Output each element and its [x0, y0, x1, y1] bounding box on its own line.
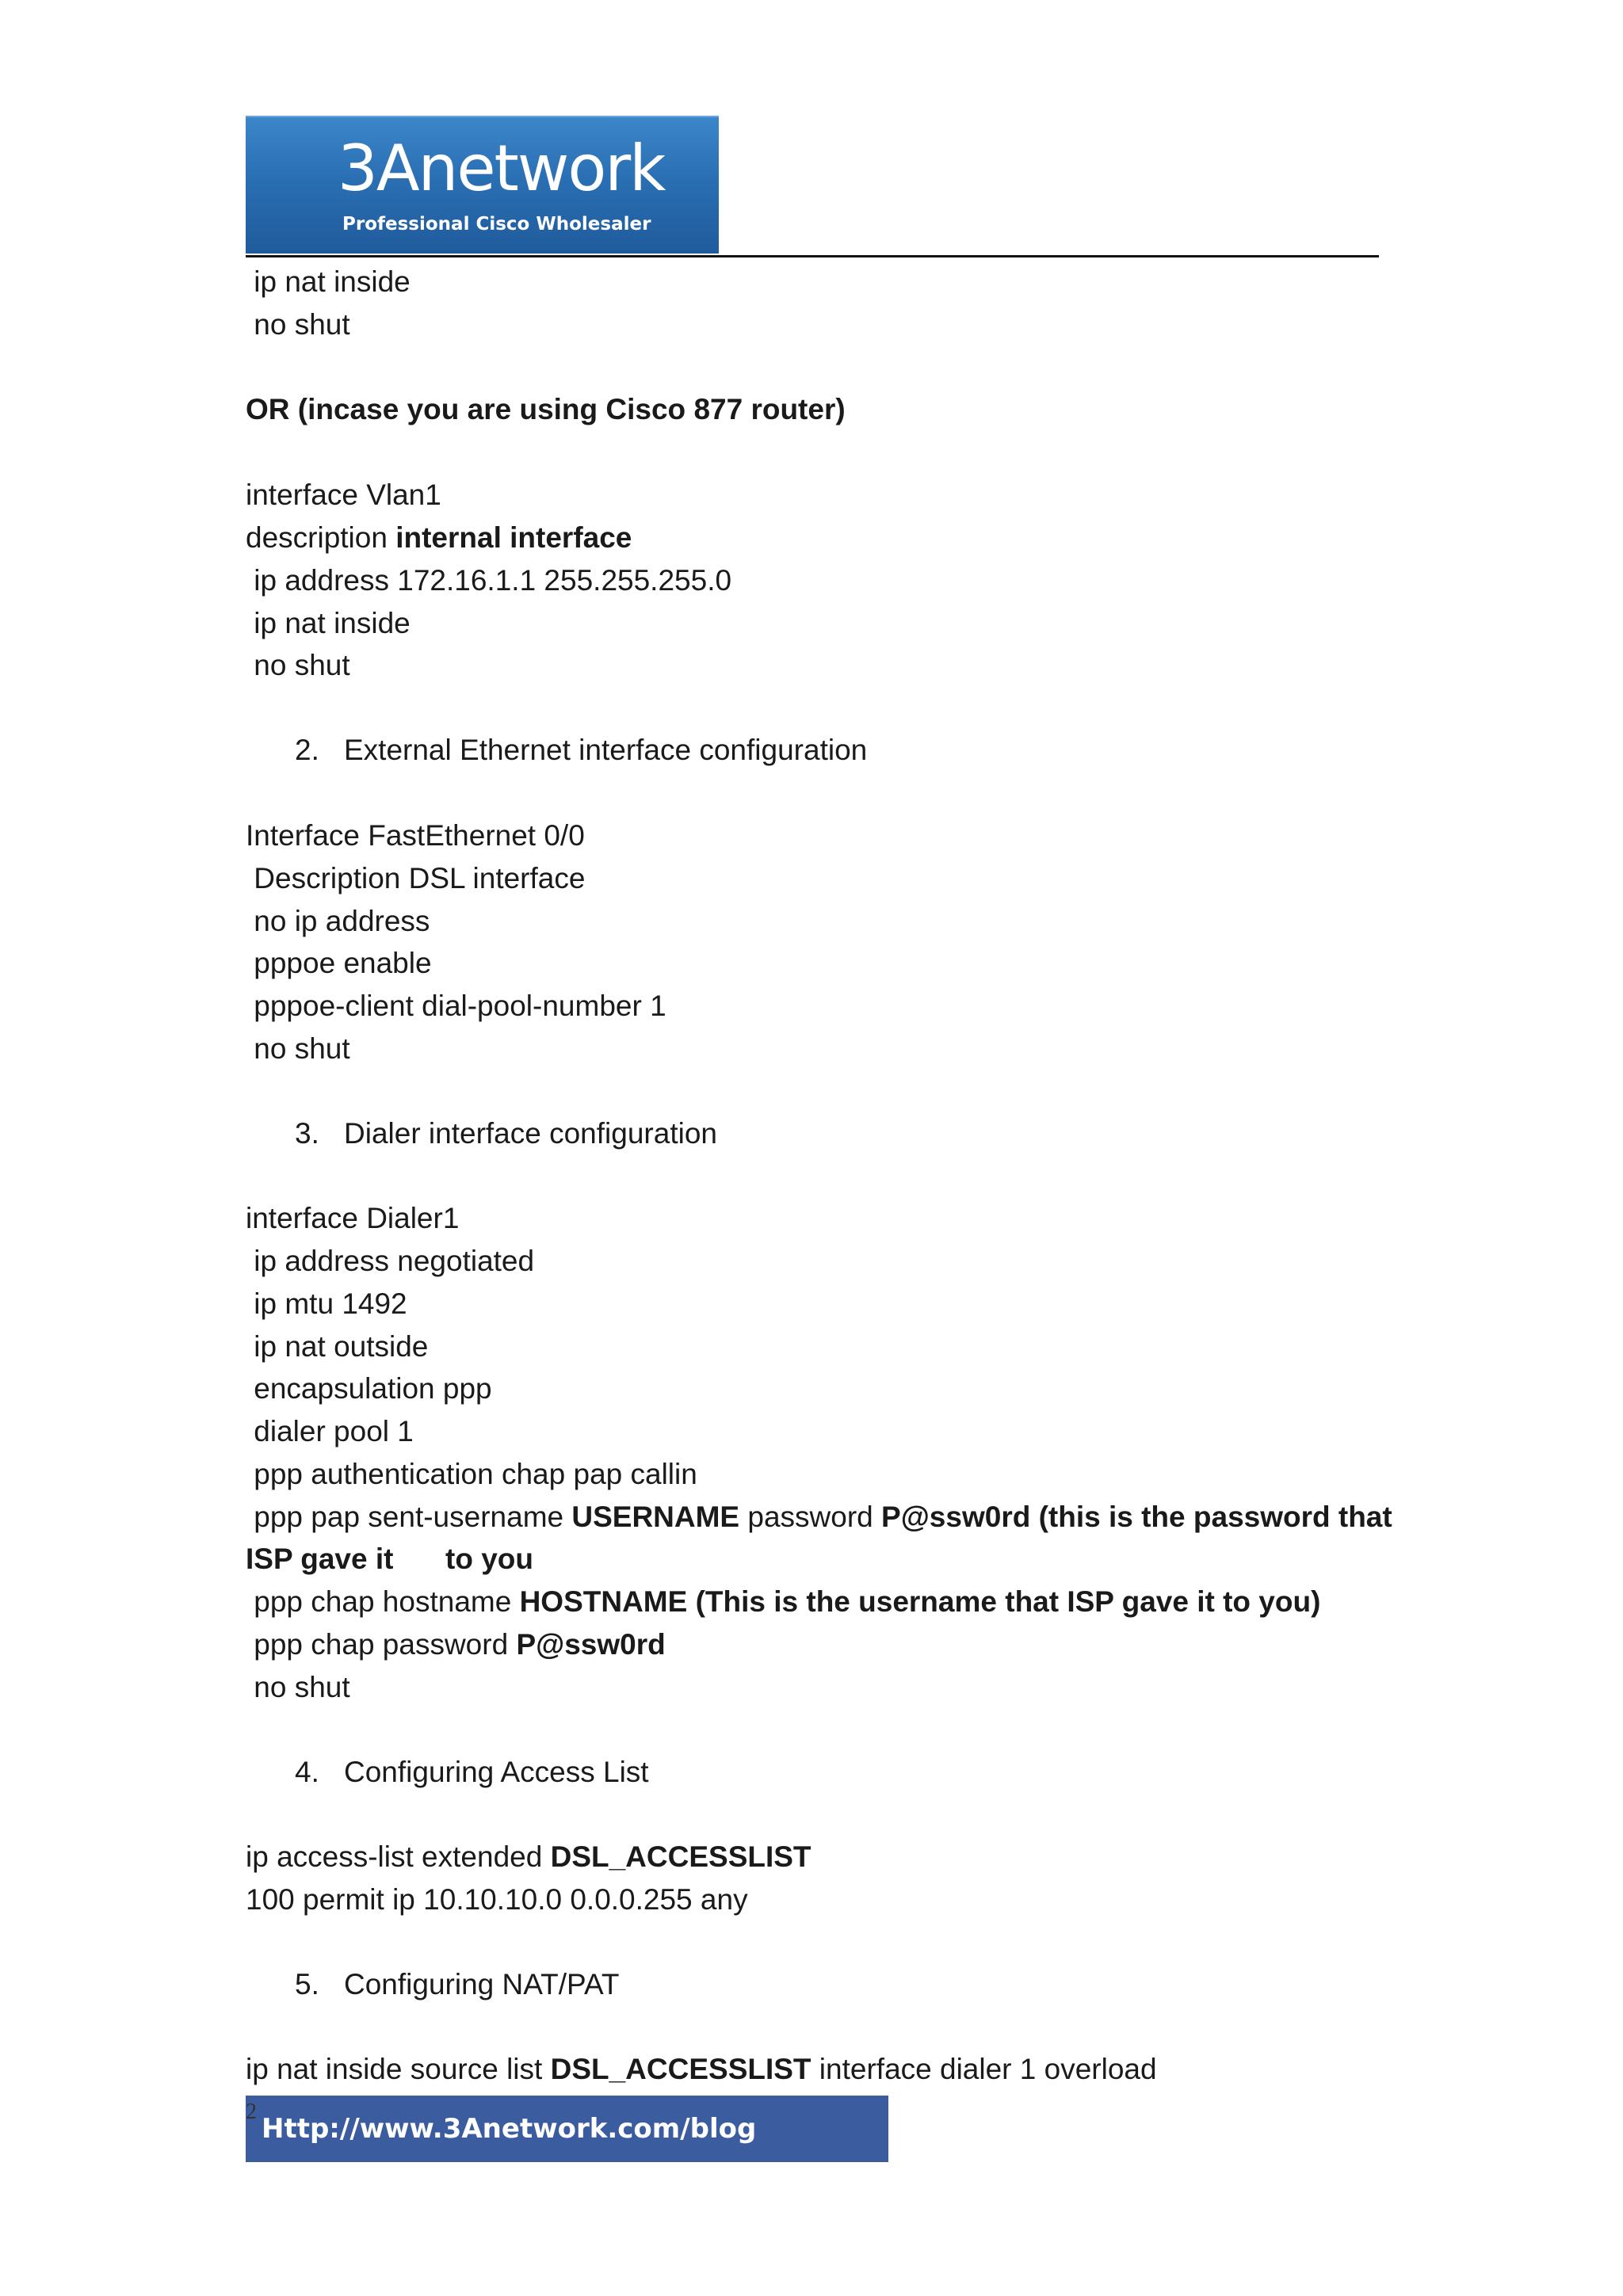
bold-text: P@ssw0rd	[516, 1628, 666, 1661]
config-line: ip mtu 1492	[246, 1287, 407, 1320]
config-line: dialer pool 1	[246, 1415, 414, 1447]
text: interface dialer 1 overload	[811, 2053, 1157, 2085]
text: password	[739, 1501, 882, 1533]
bold-text: P@ssw0rd (this is the password that	[881, 1501, 1392, 1533]
section-title: External Ethernet interface configuration	[344, 734, 868, 766]
text: ppp chap hostname	[246, 1585, 520, 1618]
bold-text: USERNAME	[571, 1501, 740, 1533]
config-line: 100 permit ip 10.10.10.0 0.0.0.255 any	[246, 1883, 748, 1916]
config-line: pppoe-client dial-pool-number 1	[246, 990, 666, 1022]
config-line: no shut	[246, 1671, 350, 1703]
section-number: 2.	[295, 734, 319, 766]
config-line: interface Vlan1	[246, 479, 441, 511]
text: ppp pap sent-username	[246, 1501, 572, 1533]
config-line	[246, 1840, 812, 1875]
config-line: pppoe enable	[246, 947, 432, 979]
config-line	[246, 521, 632, 555]
logo-tagline: Professional Cisco Wholesaler	[342, 214, 651, 235]
section-heading	[246, 392, 846, 427]
text: ppp chap password	[246, 1628, 517, 1661]
bold-text: DSL_ACCESSLIST	[550, 1840, 812, 1873]
section-number: 4.	[295, 1756, 319, 1788]
config-line	[246, 2052, 1157, 2087]
header-divider	[246, 255, 1379, 257]
footer-url[interactable]: Http://www.3Anetwork.com/blog	[262, 2113, 757, 2145]
config-line: encapsulation ppp	[246, 1372, 492, 1405]
config-line: ip nat inside	[246, 607, 411, 639]
bold-text: internal interface	[395, 521, 632, 554]
section-title: Dialer interface configuration	[344, 1117, 717, 1150]
company-logo	[246, 116, 719, 254]
section-number: 5.	[295, 1968, 319, 2000]
config-line: no ip address	[246, 905, 430, 937]
logo-name: 3Anetwork	[338, 132, 665, 205]
section-number: 3.	[295, 1117, 319, 1150]
config-line	[246, 1542, 533, 1577]
config-line: Description DSL interface	[246, 862, 586, 894]
bold-text: ISP gave it	[246, 1543, 394, 1575]
config-line: ppp authentication chap pap callin	[246, 1458, 697, 1490]
footer-banner	[246, 2096, 888, 2162]
config-line: no shut	[246, 308, 350, 341]
config-line: ip nat outside	[246, 1330, 429, 1363]
page-number: 2	[246, 2100, 257, 2124]
section-title: Configuring Access List	[344, 1756, 649, 1788]
config-line: ip nat inside	[246, 265, 411, 298]
text: ip access-list extended	[246, 1840, 551, 1873]
bold-text: HOSTNAME (This is the username that ISP gave it to you)	[519, 1585, 1321, 1618]
config-line: interface Dialer1	[246, 1202, 460, 1234]
config-line: no shut	[246, 1032, 350, 1065]
bold-text: to you	[445, 1543, 533, 1575]
config-line: no shut	[246, 649, 350, 681]
config-line	[246, 1500, 1392, 1535]
config-line	[246, 1627, 666, 1662]
text: ip nat inside source list	[246, 2053, 551, 2085]
config-line	[246, 1585, 1320, 1619]
bold-text: DSL_ACCESSLIST	[550, 2053, 812, 2085]
or-heading: OR (incase you are using Cisco 877 router)	[246, 393, 846, 425]
config-line: ip address 172.16.1.1 255.255.255.0	[246, 564, 732, 597]
text: description	[246, 521, 396, 554]
config-line: Interface FastEthernet 0/0	[246, 819, 585, 852]
section-title: Configuring NAT/PAT	[344, 1968, 620, 2000]
config-line: ip address negotiated	[246, 1245, 535, 1277]
